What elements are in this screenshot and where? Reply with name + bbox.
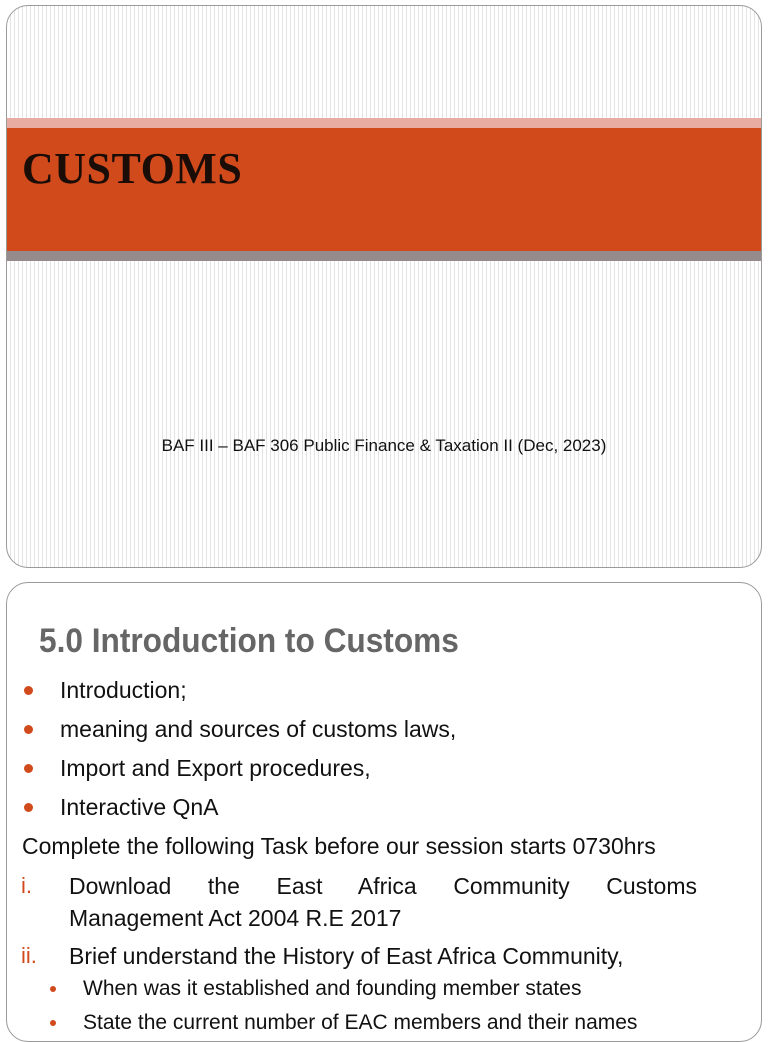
accent-stripe-top: [7, 118, 761, 128]
list-item: [7, 788, 761, 827]
title-slide: [6, 5, 762, 568]
task-numeral: i.: [21, 873, 32, 898]
bullet-text: Import and Export procedures,: [60, 755, 371, 781]
task-instruction: Complete the following Task before our session starts 0730hrs: [22, 833, 656, 859]
slide-body: [7, 671, 761, 1040]
sub-list-item: [7, 972, 761, 1006]
slide-title: CUSTOMS: [22, 144, 243, 193]
bullet-icon: [24, 764, 33, 773]
content-slide: [6, 582, 762, 1042]
bullet-icon: [24, 803, 33, 812]
task-item: [7, 870, 761, 934]
sub-bullet-text: State the current number of EAC members and their names: [83, 1011, 638, 1034]
sub-list-item: [7, 1006, 761, 1040]
bullet-text: meaning and sources of customs laws,: [60, 716, 457, 742]
task-numeral: ii.: [21, 943, 37, 968]
slide-subtitle: BAF III – BAF 306 Public Finance & Taxation II (Dec, 2023): [161, 436, 607, 455]
list-item: [7, 671, 761, 710]
sub-bullet-text: When was it established and founding member states: [83, 977, 582, 1000]
list-item: [7, 710, 761, 749]
bullet-text: Introduction;: [60, 677, 187, 703]
task-text: Brief understand the History of East Africa Community,: [69, 943, 624, 969]
bullet-text: Interactive QnA: [60, 794, 219, 820]
bullet-icon: [24, 686, 33, 695]
sub-bullet-icon: [50, 1020, 56, 1026]
task-text-line: Download the East Africa Community Customs: [69, 873, 697, 899]
task-text-line: Management Act 2004 R.E 2017: [69, 905, 402, 931]
sub-bullet-icon: [50, 986, 56, 992]
list-item: [7, 749, 761, 788]
task-item: [7, 940, 761, 972]
slide-heading: 5.0 Introduction to Customs: [39, 622, 459, 660]
bullet-icon: [24, 725, 33, 734]
accent-stripe-bottom: [7, 251, 761, 261]
task-text: [69, 870, 697, 934]
